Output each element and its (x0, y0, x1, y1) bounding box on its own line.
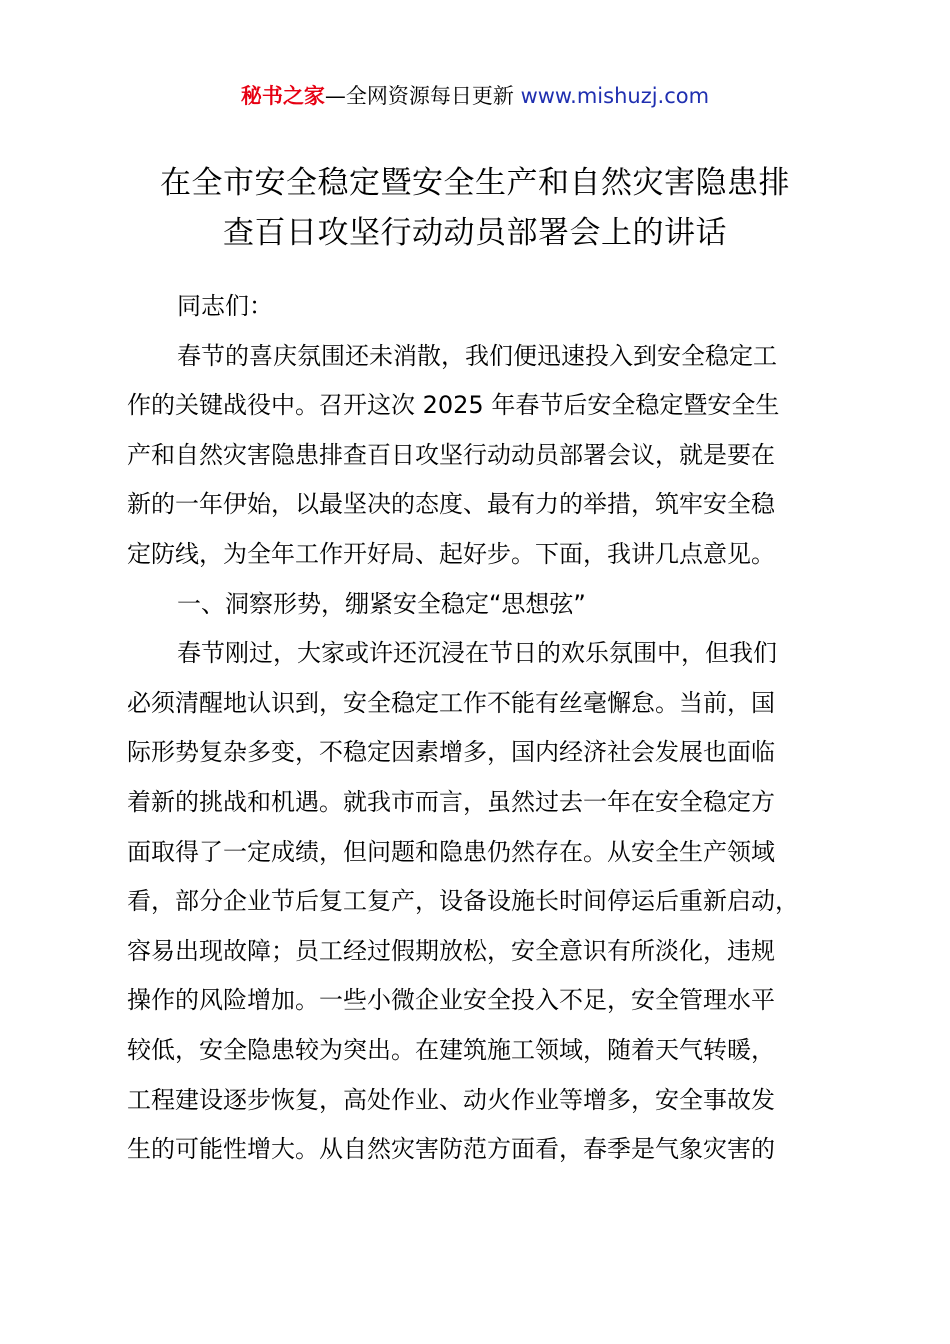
paragraph-line: 春节的喜庆氛围还未消散，我们便迅速投入到安全稳定工 (177, 341, 777, 370)
site-tagline: —全网资源每日更新 (324, 84, 521, 108)
paragraph-line: 春节刚过，大家或许还沉浸在节日的欢乐氛围中，但我们 (177, 639, 777, 668)
paragraph-line: 生的可能性增大。从自然灾害防范方面看，春季是气象灾害的 (127, 1135, 775, 1164)
document-title (100, 158, 850, 258)
site-url-link[interactable]: www.mishuzj.com (520, 84, 710, 108)
paragraph-line: 容易出现故障；员工经过假期放松，安全意识有所淡化，违规 (127, 936, 775, 965)
title-line: 查百日攻坚行动动员部署会上的讲话 (223, 215, 727, 251)
paragraph-line: 际形势复杂多变，不稳定因素增多，国内经济社会发展也面临 (127, 738, 775, 767)
paragraph-line: 着新的挑战和机遇。就我市而言，虽然过去一年在安全稳定方 (127, 787, 775, 816)
paragraph-line: 作的关键战役中。召开这次 2025 年春节后安全稳定暨安全生 (127, 391, 780, 420)
paragraph-line: 新的一年伊始，以最坚决的态度、最有力的举措，筑牢安全稳 (127, 490, 775, 519)
salutation: 同志们： (177, 292, 273, 320)
paragraph-line: 定防线，为全年工作开好局、起好步。下面，我讲几点意见。 (127, 539, 775, 568)
paragraph-line: 工程建设逐步恢复，高处作业、动火作业等增多，安全事故发 (127, 1085, 775, 1114)
title-line: 在全市安全稳定暨安全生产和自然灾害隐患排 (160, 165, 790, 201)
site-brand: 秘书之家 (240, 84, 325, 108)
document-body (127, 282, 839, 1175)
paragraph-line: 必须清醒地认识到，安全稳定工作不能有丝毫懈怠。当前，国 (127, 688, 775, 717)
paragraph-line: 产和自然灾害隐患排查百日攻坚行动动员部署会议，就是要在 (127, 440, 775, 469)
site-header (0, 80, 950, 112)
paragraph-line: 面取得了一定成绩，但问题和隐患仍然存在。从安全生产领域 (127, 837, 775, 866)
paragraph-line: 看，部分企业节后复工复产，设备设施长时间停运后重新启动， (127, 887, 799, 916)
paragraph-line: 操作的风险增加。一些小微企业安全投入不足，安全管理水平 (127, 986, 775, 1015)
section-heading: 一、洞察形势，绷紧安全稳定“思想弦” (177, 589, 586, 618)
paragraph-line: 较低，安全隐患较为突出。在建筑施工领域，随着天气转暖， (127, 1035, 775, 1064)
